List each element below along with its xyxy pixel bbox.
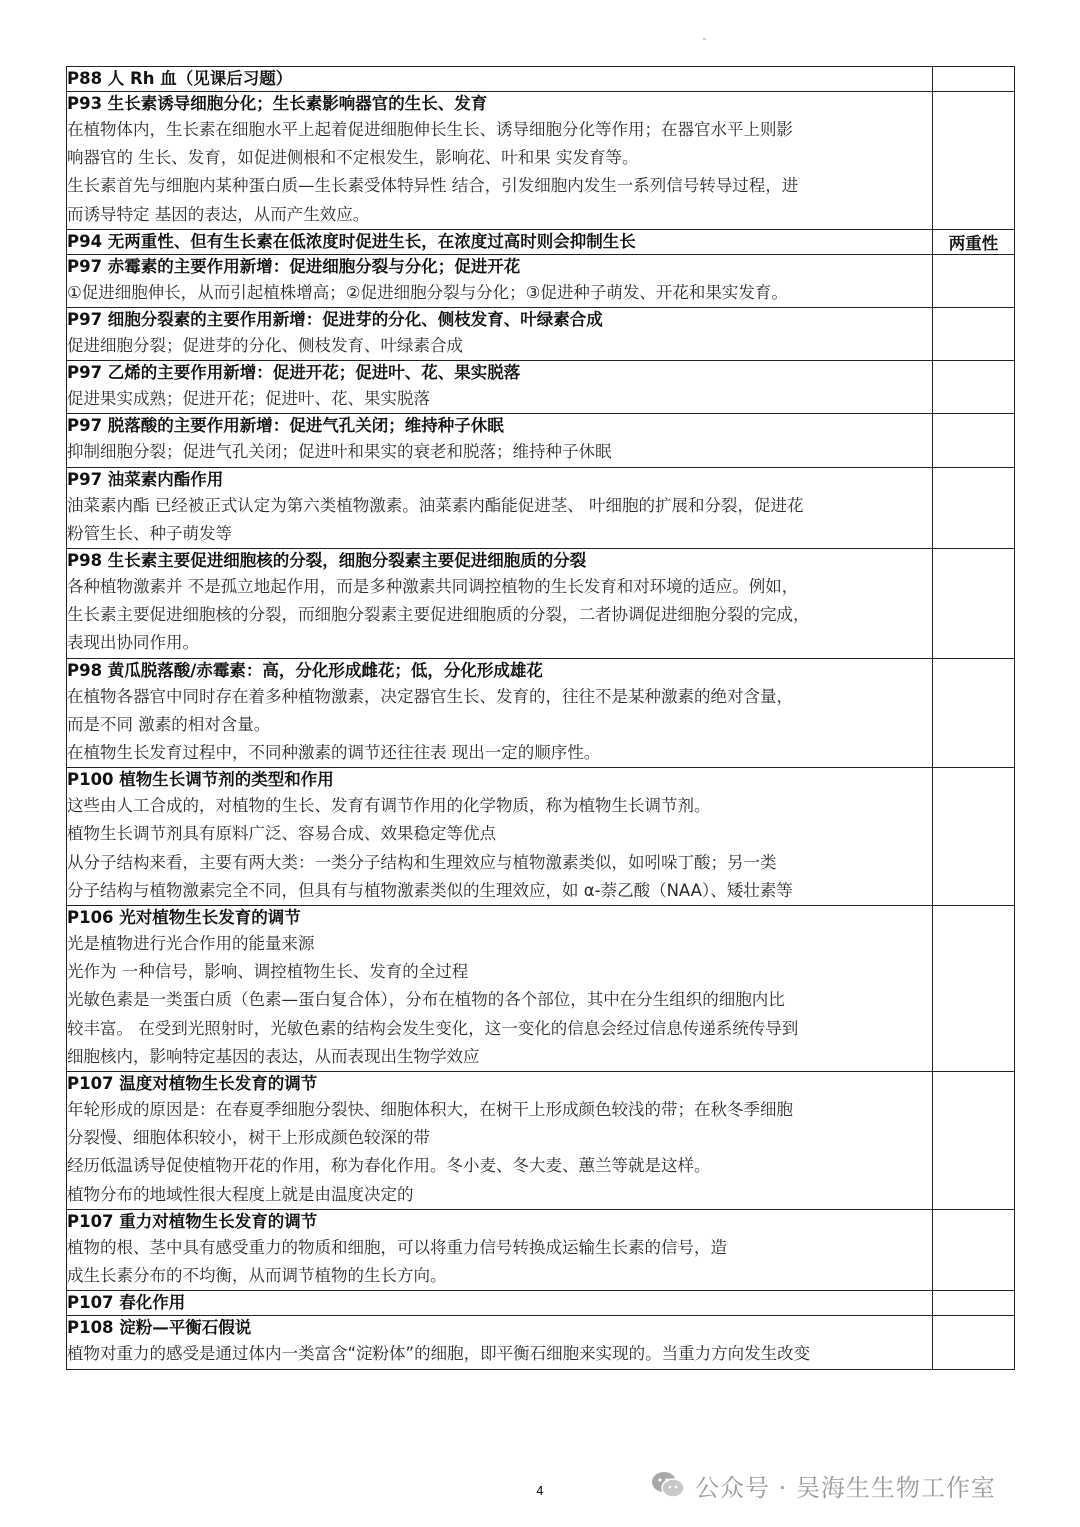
content-cell bbox=[67, 1316, 933, 1369]
row-heading: P108 淀粉—平衡石假说 bbox=[67, 1318, 252, 1338]
row-heading: P106 光对植物生长发育的调节 bbox=[67, 908, 301, 928]
table-row bbox=[67, 549, 1015, 659]
row-text-line: 抑制细胞分裂；促进气孔关闭；促进叶和果实的衰老和脱落；维持种子休眠 bbox=[67, 442, 612, 462]
table-row bbox=[67, 1291, 1015, 1316]
content-cell bbox=[67, 768, 933, 906]
row-text-line: 植物生长调节剂具有原料广泛、容易合成、效果稳定等优点 bbox=[67, 824, 496, 844]
row-heading: P93 生长素诱导细胞分化；生长素影响器官的生长、发育 bbox=[67, 94, 488, 113]
row-heading: P97 油菜素内酯作用 bbox=[67, 469, 224, 489]
table-row bbox=[67, 1316, 1015, 1369]
table-row bbox=[67, 414, 1015, 467]
row-text-line: 成生长素分布的不均衡，从而调节植物的生长方向。 bbox=[67, 1266, 447, 1286]
row-text-line: 从分子结构来看，主要有两大类：一类分子结构和生理效应与植物激素类似，如吲哚丁酸；另一类 bbox=[67, 852, 777, 872]
side-cell bbox=[933, 229, 1015, 254]
row-heading: P97 细胞分裂素的主要作用新增：促进芽的分化、侧枝发育、叶绿素合成 bbox=[67, 310, 603, 330]
content-cell bbox=[67, 229, 933, 254]
row-heading: P107 春化作用 bbox=[67, 1293, 186, 1313]
table-row bbox=[67, 906, 1015, 1072]
row-text-line: 年轮形成的原因是：在春夏季细胞分裂快、细胞体积大，在树干上形成颜色较浅的带；在秋冬季细胞 bbox=[67, 1100, 793, 1120]
row-heading: P97 脱落酸的主要作用新增：促进气孔关闭；维持种子休眠 bbox=[67, 416, 504, 436]
side-cell bbox=[933, 768, 1015, 906]
row-text-line: 在植物各器官中同时存在着多种植物激素，决定器官生长、发育的，往往不是某种激素的绝对含量， bbox=[67, 686, 793, 706]
row-text-line: 响器官的 生长、发育，如促进侧根和不定根发生，影响花、叶和果 实发育等。 bbox=[67, 148, 639, 168]
side-cell bbox=[933, 549, 1015, 659]
row-text-line: 经历低温诱导促使植物开花的作用，称为春化作用。冬小麦、冬大麦、蕙兰等就是这样。 bbox=[67, 1156, 711, 1176]
wechat-icon bbox=[651, 1470, 685, 1500]
row-text-line: ①促进细胞伸长，从而引起植株增高；②促进细胞分裂与分化；③促进种子萌发、开花和果实发育。 bbox=[67, 282, 788, 302]
content-cell bbox=[67, 92, 933, 230]
side-cell bbox=[933, 1316, 1015, 1369]
side-cell bbox=[933, 92, 1015, 230]
row-heading: P88 人 Rh 血（见课后习题） bbox=[67, 69, 293, 88]
row-text-line: 光是植物进行光合作用的能量来源 bbox=[67, 934, 315, 954]
side-cell bbox=[933, 906, 1015, 1072]
row-heading: P107 温度对植物生长发育的调节 bbox=[67, 1074, 318, 1094]
table-row bbox=[67, 308, 1015, 361]
row-heading: P98 生长素主要促进细胞核的分裂，细胞分裂素主要促进细胞质的分裂 bbox=[67, 551, 587, 571]
notes-table bbox=[66, 66, 1015, 1370]
row-text-line: 表现出协同作用。 bbox=[67, 633, 199, 653]
row-heading: P94 无两重性、但有生长素在低浓度时促进生长，在浓度过高时则会抑制生长 bbox=[67, 231, 636, 251]
table-row bbox=[67, 92, 1015, 230]
side-cell bbox=[933, 1209, 1015, 1290]
row-text-line: 生长素主要促进细胞核的分裂，而细胞分裂素主要促进细胞质的分裂，二者协调促进细胞分裂的完成， bbox=[67, 605, 810, 625]
table-row bbox=[67, 658, 1015, 768]
table-row bbox=[67, 768, 1015, 906]
scan-speck bbox=[703, 38, 706, 40]
row-text-line: 植物分布的地域性很大程度上就是由温度决定的 bbox=[67, 1184, 414, 1204]
row-text-line: 而是不同 激素的相对含量。 bbox=[67, 714, 271, 734]
side-cell bbox=[933, 361, 1015, 414]
table-row bbox=[67, 254, 1015, 307]
content-cell bbox=[67, 1072, 933, 1210]
row-heading: P97 乙烯的主要作用新增：促进开花；促进叶、花、果实脱落 bbox=[67, 363, 521, 383]
table-row bbox=[67, 467, 1015, 548]
content-cell bbox=[67, 467, 933, 548]
content-cell bbox=[67, 361, 933, 414]
side-cell bbox=[933, 308, 1015, 361]
row-text-line: 促进细胞分裂；促进芽的分化、侧枝发育、叶绿素合成 bbox=[67, 336, 463, 356]
content-cell bbox=[67, 906, 933, 1072]
row-text-line: 在植物体内，生长素在细胞水平上起着促进细胞伸长生长、诱导细胞分化等作用；在器官水平上则影 bbox=[67, 120, 793, 139]
side-cell bbox=[933, 1072, 1015, 1210]
row-text-line: 在植物生长发育过程中，不同种激素的调节还往往表 现出一定的顺序性。 bbox=[67, 743, 601, 763]
row-text-line: 植物的根、茎中具有感受重力的物质和细胞，可以将重力信号转换成运输生长素的信号，造 bbox=[67, 1237, 727, 1257]
content-cell bbox=[67, 1209, 933, 1290]
content-cell bbox=[67, 658, 933, 768]
side-cell bbox=[933, 467, 1015, 548]
row-heading: P97 赤霉素的主要作用新增：促进细胞分裂与分化；促进开花 bbox=[67, 256, 521, 276]
content-cell bbox=[67, 67, 933, 92]
side-cell bbox=[933, 1291, 1015, 1316]
row-text-line: 光敏色素是一类蛋白质（色素—蛋白复合体），分布在植物的各个部位，其中在分生组织的细胞内比 bbox=[67, 990, 785, 1010]
row-text-line: 植物对重力的感受是通过体内一类富含“淀粉体”的细胞，即平衡石细胞来实现的。当重力方向发生改变 bbox=[67, 1344, 811, 1364]
row-text-line: 油菜素内酯 已经被正式认定为第六类植物激素。油菜素内酯能促进茎、 叶细胞的扩展和分裂，促进花 bbox=[67, 495, 804, 515]
notes-table-body bbox=[67, 67, 1015, 1370]
row-text-line: 分裂慢、细胞体积较小，树干上形成颜色较深的带 bbox=[67, 1128, 430, 1148]
side-cell bbox=[933, 67, 1015, 92]
content-cell bbox=[67, 549, 933, 659]
row-heading: P98 黄瓜脱落酸/赤霉素：高，分化形成雌花；低，分化形成雄花 bbox=[67, 660, 543, 680]
table-row bbox=[67, 67, 1015, 92]
side-cell bbox=[933, 658, 1015, 768]
row-text-line: 较丰富。 在受到光照射时，光敏色素的结构会发生变化，这一变化的信息会经过信息传递系统传导到 bbox=[67, 1018, 799, 1038]
row-heading: P107 重力对植物生长发育的调节 bbox=[67, 1211, 318, 1231]
content-cell bbox=[67, 254, 933, 307]
row-text-line: 促进果实成熟；促进开花；促进叶、花、果实脱落 bbox=[67, 389, 430, 409]
watermark bbox=[651, 1468, 996, 1502]
row-text-line: 细胞核内，影响特定基因的表达，从而表现出生物学效应 bbox=[67, 1046, 480, 1066]
row-text-line: 粉管生长、种子萌发等 bbox=[67, 523, 232, 543]
row-text-line: 光作为 一种信号，影响、调控植物生长、发育的全过程 bbox=[67, 962, 469, 982]
row-text-line: 各种植物激素并 不是孤立地起作用，而是多种激素共同调控植物的生长发育和对环境的适应。例如， bbox=[67, 577, 799, 597]
content-cell bbox=[67, 414, 933, 467]
table-row bbox=[67, 229, 1015, 254]
watermark-text: 公众号 · 吴海生生物工作室 bbox=[695, 1473, 996, 1502]
row-text-line: 而诱导特定 基因的表达，从而产生效应。 bbox=[67, 204, 370, 224]
content-cell bbox=[67, 308, 933, 361]
table-row bbox=[67, 361, 1015, 414]
page-number: 4 bbox=[536, 1484, 544, 1498]
row-text-line: 这些由人工合成的，对植物的生长、发育有调节作用的化学物质，称为植物生长调节剂。 bbox=[67, 796, 711, 816]
row-text-line: 生长素首先与细胞内某种蛋白质—生长素受体特异性 结合，引发细胞内发生一系列信号转导过程，进 bbox=[67, 176, 799, 196]
table-row bbox=[67, 1072, 1015, 1210]
side-cell bbox=[933, 414, 1015, 467]
side-label: 两重性 bbox=[948, 233, 999, 253]
side-cell bbox=[933, 254, 1015, 307]
table-row bbox=[67, 1209, 1015, 1290]
content-cell bbox=[67, 1291, 933, 1316]
row-text-line: 分子结构与植物激素完全不同，但具有与植物激素类似的生理效应，如 α-萘乙酸（NAA）、矮壮素等 bbox=[67, 880, 793, 900]
row-heading: P100 植物生长调节剂的类型和作用 bbox=[67, 770, 334, 790]
